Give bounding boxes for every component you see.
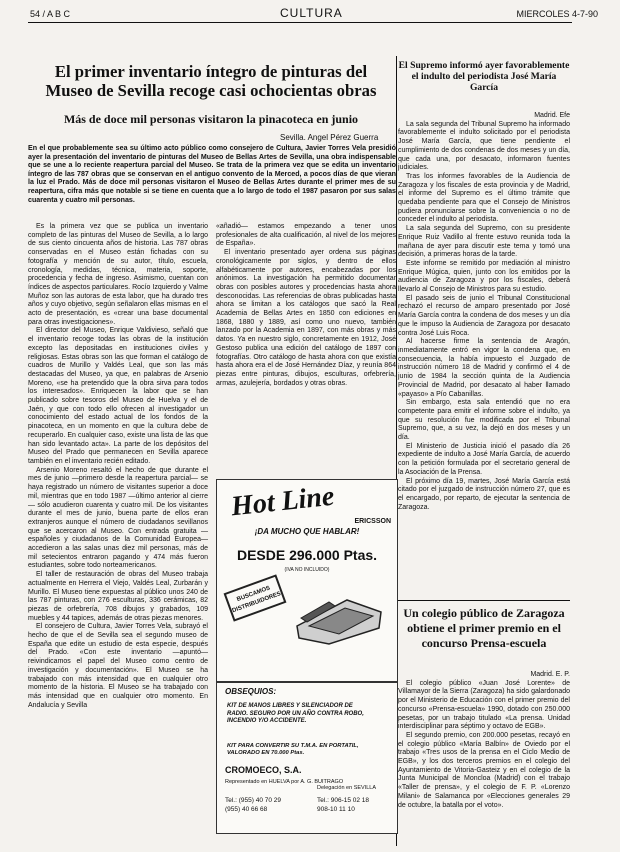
paragraph: El colegio público «Juan José Lorente» de Villamayor de la Sierra (Zaragoza) ha sido galardonado por el Ministerio de Educación con el primer premio del concurso «Prensa-escuela» 1990, dotado con 250.000 pesetas, por un trabajo titulado «La prensa. Unidad interdisciplinar para séptimo y octavo de EGB». bbox=[398, 679, 570, 731]
page-number: 54 / A B C bbox=[30, 9, 71, 19]
section-title: CULTURA bbox=[280, 6, 343, 20]
paragraph: Al hacerse firme la sentencia de Aragón, inmediatamente entró en vigor la condena que, en consecuencia, la había impuesto el Juzgado de instrucción número 18 de Madrid y confirmó el 4 de junio de 1984 la sección quinta de la Audiencia Provincial de Madrid, por desacato al haber llamado «payaso» a Pío Cabanillas. bbox=[398, 338, 570, 398]
ad-phone-sevilla: Tel.: 906-15 02 18 908-10 11 10 bbox=[317, 797, 370, 813]
ad-iva-note: (IVA NO INCLUIDO) bbox=[284, 567, 330, 573]
ad-kit: KIT PARA CONVERTIR SU T.M.A. EN PORTATIL, VALORADO EN 70.000 Ptas. bbox=[227, 743, 359, 756]
right-article bbox=[398, 112, 570, 512]
car-phone-icon bbox=[289, 588, 389, 648]
ad-obsequios-title: OBSEQUIOS: bbox=[225, 687, 277, 696]
ad-brand: Hot Line bbox=[229, 480, 336, 523]
article-column-1 bbox=[28, 223, 208, 710]
hotline-ad bbox=[216, 479, 398, 682]
paragraph: El director del Museo, Enrique Valdivieso, señaló que el inventario recoge todas las obras de la institución excepto las depositadas en instituciones civiles y religiosas. Estas obras son las que forman el catálogo de cuadros de Murillo y Valdés Leal, que son las más destacadas del Museo, ya que, en palabras de Arsenio Moreno, «se ha pretendido que la obra sirva para todos los interesados». Enriquecen la labor que se han publicado sobre tesoros del Museo de Huelva y el de Jaén, y que con todo ello ofrecen al investigador un conocimiento del estado actual de los fondos de la pinacoteca, en un momento en que la cultura debe de recuperarlo. En cualquier caso, existe una lista de las que han sido levantado acta». La parte de los depósitos del Museo del Prado que permanecen en Sevilla aparece también en el inventario recién editado. bbox=[28, 327, 208, 465]
paragraph: El inventario presentado ayer ordena sus páginas cronológicamente por siglos, y dentro de ellos alfabéticamente por autores, encabezadas por los anónimos. La investigación ha permitido documentar obras con posibles autores y procedencias hasta ahora desconocidas. Las referencias de obras publicadas hasta ahora se limitan a los catálogos que sacó la Real Academia de Bellas Artes en 1850 con ediciones en 1868, 1880 y 1889, así como uno nuevo, también lanzado por la Academia en 1897, con más obras y más datos. Ya en nuestro siglo, concretamente en 1912, José Gestoso publica una edición del catálogo de 1897 con fotografías. Otro catálogo de hasta ahora con que existía hasta ahora era el de José Hernández Díaz, y reunía 864 piezas entre pinturas, dibujos, esculturas, orfebrería, armas, azulejería, bordados y otras obras. bbox=[216, 249, 396, 387]
paragraph: El segundo premio, con 200.000 pesetas, recayó en el colegio público «María Balbín» de Oviedo por el trabajo «Tres usos de la prensa en el Ciclo Medio de EGB», y los dos terceros premios en el colegio del Ayuntamiento de Vitoria-Gasteiz y en el colegio de la Junta Municipal de Moncloa (Madrid) con el trabajo «Taller de prensa», y el colegio de F. P. «Lorenzo Milani» de Salamanca por «Elecciones generales 29 de octubre, la batalla por el voto». bbox=[398, 731, 570, 809]
ad-representative: Representado en HUELVA por A. G. BUITRAGO bbox=[225, 779, 344, 785]
paragraph: La sala segunda del Supremo, con su presidente Enrique Ruiz Vadillo al frente estuvo reunida toda la mañana de ayer para discutir este tema y tomó una decisión, a primeras horas de la tarde. bbox=[398, 225, 570, 259]
paragraph: Este informe se remitido por mediación al ministro Enrique Múgica, quien, junto con los emitidos por la audiencia de Zaragoza y por los fiscales, deberá llevarlo al Consejo de Ministros para su estudio. bbox=[398, 259, 570, 294]
ad-company: CROMOECO, S.A. bbox=[225, 765, 302, 775]
main-subtitle: Más de doce mil personas visitaron la pinacoteca en junio bbox=[63, 112, 359, 126]
lead-paragraph: En el que probablemente sea su último acto público como consejero de Cultura, Javier Torres Vela presidió ayer la presentación del inventario de pinturas del Museo de Bellas Artes de Sevilla, una obra indispensable que se une a lo reciente reapertura parcial del Museo. Se trata de la primera vez que se edita un inventario íntegro de las 787 obras que se conservan en el antiguo convento de la Merced, a pocos días de que vieran la luz el Prado. Más de doce mil personas visitaron el Museo de Bellas Artes durante el primer mes de su reapertura, cifra más que notable si se tiene en cuenta que a lo largo de todo el 1987 pasaron por sus salas cuarenta y cuatro mil personas. bbox=[28, 144, 396, 204]
right-headline-2: Un colegio público de Zaragoza obtiene el primer premio en el concurso Prensa-escuela bbox=[403, 606, 565, 650]
ad-gifts: KIT DE MANOS LIBRES Y SILENCIADOR DE RADIO. SEGURO POR UN AÑO CONTRA ROBO, INCENDIO Y/O ACCIDENTE. bbox=[227, 703, 364, 724]
paragraph: El taller de restauración de obras del Museo trabaja actualmente en Herrera el Viejo, Valdés Leal, Zurbarán y Murillo. El Museo tiene expuestas al público unos 240 de las 787 pinturas, con 276 esculturas, 336 cerámicas, 82 piezas de orfebrería, 708 dibujos y grabados, 109 muebles y 44 tapices, además de otras piezas menores. bbox=[28, 571, 208, 622]
paragraph: Tras los informes favorables de la Audiencia de Zaragoza y los fiscales de esta provincia y de Madrid, el informe del Supremo es el último trámite que quedaba pendiente para que el Consejo de Ministros pudiera pronunciarse sobre la conveniencia o no de conceder el indulto al periodista. bbox=[398, 172, 570, 224]
paragraph: La sala segunda del Tribunal Supremo ha informado favorablemente el indulto solicitado por el periodista José María García, que tiene pendiente el cumplimiento de dos condenas de dos meses y un día, que cada una, por desacato, informaron fuentes judiciales. bbox=[398, 120, 570, 172]
cromoeco-ad bbox=[216, 682, 398, 834]
byline: Sevilla. Angel Pérez Guerra bbox=[280, 133, 379, 142]
issue-date: MIERCOLES 4-7-90 bbox=[516, 9, 598, 19]
main-headline: El primer inventario íntegro de pinturas del Museo de Sevilla recoge casi ochocientas obras bbox=[45, 62, 377, 100]
paragraph: Sin embargo, esta sala entendió que no era competente para emitir el informe sobre el indulto, ya que su resolución fue modificada por el Tribunal Supremo, que, a su vez, la dejó en dos meses y un día. bbox=[398, 399, 570, 442]
dateline-2: Madrid. E. P. bbox=[530, 671, 570, 678]
ad-phone-huelva: Tel.: (955) 40 70 29 (955) 40 66 68 bbox=[225, 797, 282, 813]
right-rule bbox=[398, 600, 570, 601]
header-rule bbox=[28, 22, 572, 23]
ad-maker: ERICSSON bbox=[354, 518, 391, 525]
ad-stamp: BUSCAMOS DISTRIBUIDORES bbox=[224, 574, 287, 621]
paragraph: «añadió— estamos empezando a tener unos profesionales de alta cualificación, al nivel de los mejores de España». bbox=[216, 223, 396, 248]
right-headline: El Supremo informó ayer favorablemente el indulto del periodista José María García bbox=[398, 60, 570, 93]
paragraph: El pasado seis de junio el Tribunal Constitucional rechazó el recurso de amparo presentado por José María García contra la condena de dos meses y un día que le impuso la Audiencia de Zaragoza por desacato contra José Luis Roca. bbox=[398, 294, 570, 337]
paragraph: El Ministerio de Justicia inició el pasado día 26 expediente de indulto a José María García, de acuerdo con la petición formulada por el secretario general de la Asociación de la Prensa. bbox=[398, 442, 570, 476]
ad-tagline: ¡DA MUCHO QUE HABLAR! bbox=[254, 527, 360, 536]
paragraph: El consejero de Cultura, Javier Torres Vela, subrayó el hecho de que el de Sevilla sea el segundo museo de España que edite un estudio de esta especie, después del Prado. «Con este inventario —apuntó— reivindicamos el papel del Museo como centro de investigación y documentación». El Museo se ha trabajado con más intensidad que en cualquier otro momento de la historia. El Museo se ha trabajado con más intensidad que en cualquier otro momento. En Andalucía y Sevilla bbox=[28, 623, 208, 709]
paragraph: Arsenio Moreno resaltó el hecho de que durante el mes de junio —primero desde la reapertura parcial— se haya registrado un número de visitantes superior a doce mil, mientras que en todo 1987 —último anterior al cierre— sólo acudieron cuarenta y cuatro mil. De los visitantes durante el mes de junio, buena parte de ellos eran extranjeros aunque el número de ciudadanos sevillanos que se acercaron al Museo. Con entrada gratuita —españoles y ciudadanos de la Comunidad Europea— accedieron a las salas unas diez mil personas, más de mil setecientos entraron pagando y 474 más fueron estudiantes, sobre todo norteamericanos. bbox=[28, 466, 208, 570]
page-header bbox=[30, 6, 598, 22]
ad-delegation: Delegación en SEVILLA bbox=[317, 785, 377, 791]
paragraph: El próximo día 19, martes, José María García está citado por el juzgado de instrucción número 27, que es el encargado, por reparto, de ejecutar la sentencia de Zaragoza. bbox=[398, 477, 570, 511]
right-article-2 bbox=[398, 671, 570, 810]
ad-price: DESDE 296.000 Ptas. bbox=[236, 547, 378, 563]
paragraph: Es la primera vez que se publica un inventario completo de las pinturas del Museo de Sevilla, a lo largo de sus ciento cincuenta años de historia. Las 787 obras conservadas en el Museo están fichadas con su fotografía y mención de su autor, título, escuela, cronología, medidas, técnica, materia, soporte, procedencia y fecha de ingreso. Asimismo, cuentan con índices de aspectos particulares. Rocío Izquierdo y Valme Muñoz son las autoras de esta labor, que ha durado tres años y cuyo objetivo, según señalaron ellas mismas en el acto de presentación, es «crear una base documental para otras investigaciones». bbox=[28, 223, 208, 326]
dateline: Madrid. Efe bbox=[534, 112, 570, 119]
article-column-2 bbox=[216, 223, 396, 388]
